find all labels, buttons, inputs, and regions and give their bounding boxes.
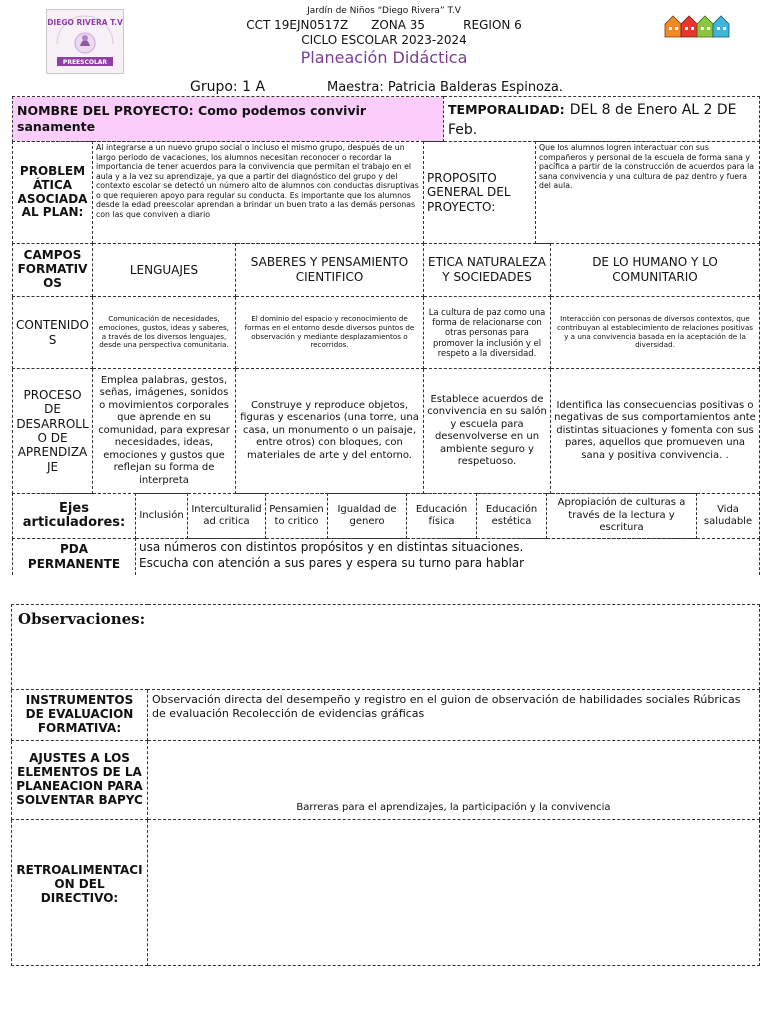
group-label: Grupo: 1 A — [190, 79, 266, 95]
teacher-label: Maestra: Patricia Balderas Espinoza. — [327, 80, 563, 95]
project-name-cell — [13, 97, 444, 142]
school-name: Jardín de Niños “Diego Rivera” T.V — [307, 6, 461, 16]
pda-line-2: Escucha con atención a sus pares y espera su turno para hablar — [139, 555, 525, 570]
eje-igualdad: Igualdad de genero — [328, 494, 407, 539]
retro-label: RETROALIMENTACION DEL DIRECTIVO: — [12, 820, 148, 966]
temporality-label: TEMPORALIDAD — [448, 102, 560, 118]
problem-label: PROBLEMÁTICA ASOCIADA AL PLAN: — [13, 142, 93, 244]
problem-text: Al integrarse a un nuevo grupo social o incluso el mismo grupo, después de un largo periodo de vacaciones, los alumnos necesitan reconocer o recordar la importancia de tener acuerdos para la convivencia que permitan el trabajo en el aula y a la vez su aprendizaje, ya que a partir del diagnóstico del grupo y del contexto escolar se detectó un número alto de alumnos con conductas disruptivas o que requieren apoyo para regular su conducta. Es importante que los alumnos desde la edad preescolar aprendan a brindar un buen trato a las demás personas con las que conviven a diario — [93, 142, 424, 244]
eje-educacion-fisica: Educación física — [407, 494, 477, 539]
houses-graphic — [664, 14, 732, 38]
contenido-humano: Interacción con personas de diversos contextos, que contribuyan al establecimiento de relaciones positivas y a una convivencia basada en la aceptación de la diversidad. — [551, 297, 760, 369]
school-codes: CCT 19EJN0517Z ZONA 35 REGION 6 — [246, 18, 522, 32]
pda-label: PDA PERMANENTE — [13, 539, 136, 575]
proceso-saberes: Construye y reproduce objetos, figuras y escenarios (una torre, una casa, un monumento o un paisaje, entre otros) con bloques, con materiales de arte y del entorno. — [236, 369, 424, 494]
eje-pensamiento: Pensamiento critico — [266, 494, 328, 539]
logo-lettering: DIEGO RIVERA T.V — [47, 18, 123, 27]
proceso-label: PROCESO DE DESARROLLO DE APRENDIZAJE — [13, 369, 93, 494]
pda-line-1: usa números con distintos propósitos y en distintas situaciones. — [139, 540, 524, 554]
instrumentos-label: INSTRUMENTOS DE EVALUACION FORMATIVA: — [12, 690, 148, 741]
logo-banner-text: PREESCOLAR — [62, 59, 108, 66]
school-cycle: CICLO ESCOLAR 2023-2024 — [301, 33, 467, 47]
eje-educacion-estetica: Educación estética — [477, 494, 547, 539]
temporality-value: DEL 8 de Enero AL 2 DE Feb. — [448, 102, 737, 138]
houses-icon — [664, 14, 732, 38]
temporality-cell: TEMPORALIDAD: DEL 8 de Enero AL 2 DE Feb. — [444, 97, 760, 142]
retro-cell — [148, 820, 760, 966]
campos-label: CAMPOS FORMATIVOS — [13, 244, 93, 297]
evaluation-table — [11, 604, 760, 966]
eje-interculturalidad: Interculturalidad critica — [188, 494, 266, 539]
observaciones-label: Observaciones: — [12, 605, 760, 690]
campo-etica: ETICA NATURALEZA Y SOCIEDADES — [424, 244, 551, 297]
pda-text — [136, 539, 760, 575]
eje-inclusion: Inclusión — [136, 494, 188, 539]
campos-table — [12, 243, 760, 494]
contenido-saberes: El dominio del espacio y reconocimiento de formas en el entorno desde diversos puntos de observación y mediante desplazamientos o recorridos. — [236, 297, 424, 369]
ajustes-label: AJUSTES A LOS ELEMENTOS DE LA PLANEACION PARA SOLVENTAR BAPYC — [12, 741, 148, 820]
ajustes-text: Barreras para el aprendizajes, la participación y la convivencia — [148, 741, 760, 820]
campo-lenguajes: LENGUAJES — [93, 244, 236, 297]
project-name-value: Como podemos convivir sanamente — [17, 103, 367, 134]
instrumentos-text: Observación directa del desempeño y registro en el guion de observación de habilidades sociales Rúbricas de evaluación Recolección de evidencias gráficas — [148, 690, 760, 741]
campo-humano: DE LO HUMANO Y LO COMUNITARIO — [551, 244, 760, 297]
page-title: Planeación Didáctica — [300, 48, 468, 67]
contenido-etica: La cultura de paz como una forma de relacionarse con otras personas para promover la inclusión y el respeto a la diversidad. — [424, 297, 551, 369]
problem-table — [12, 141, 760, 244]
proceso-etica: Establece acuerdos de convivencia en su salón y escuela para desenvolverse en un ambiente seguro y respetuoso. — [424, 369, 551, 494]
ejes-table — [12, 493, 760, 539]
contenidos-label: CONTENIDOS — [13, 297, 93, 369]
purpose-text: Que los alumnos logren interactuar con sus compañeros y personal de la escuela de forma sana y pacífica a partir de la construcción de acuerdos para la sana convivencia y una cultura de paz dentro y fuera del aula. — [536, 142, 760, 244]
proceso-lenguajes: Emplea palabras, gestos, señas, imágenes, sonidos o movimientos corporales que aprende en su comunidad, para expresar necesidades, ideas, emociones y gustos que reflejan su forma de interpreta — [93, 369, 236, 494]
eje-apropiacion: Apropiación de culturas a través de la lectura y escritura — [547, 494, 697, 539]
proceso-humano: Identifica las consecuencias positivas o negativas de sus comportamientos ante distintas situaciones y fomenta con sus pares, aquellos que promueven una sana y positiva convivencia. . — [551, 369, 760, 494]
ejes-label: Ejes articuladores: — [13, 494, 136, 539]
project-table — [12, 96, 760, 142]
pda-table — [12, 538, 760, 575]
contenido-lenguajes: Comunicación de necesidades, emociones, gustos, ideas y saberes, a través de los diversos lenguajes, desde una perspectiva comunitaria. — [93, 297, 236, 369]
project-name-label: NOMBRE DEL PROYECTO: — [17, 103, 194, 119]
campo-saberes: SABERES Y PENSAMIENTO CIENTIFICO — [236, 244, 424, 297]
purpose-label: PROPOSITO GENERAL DEL PROYECTO: — [424, 142, 536, 244]
eje-vida-saludable: Vida saludable — [697, 494, 760, 539]
